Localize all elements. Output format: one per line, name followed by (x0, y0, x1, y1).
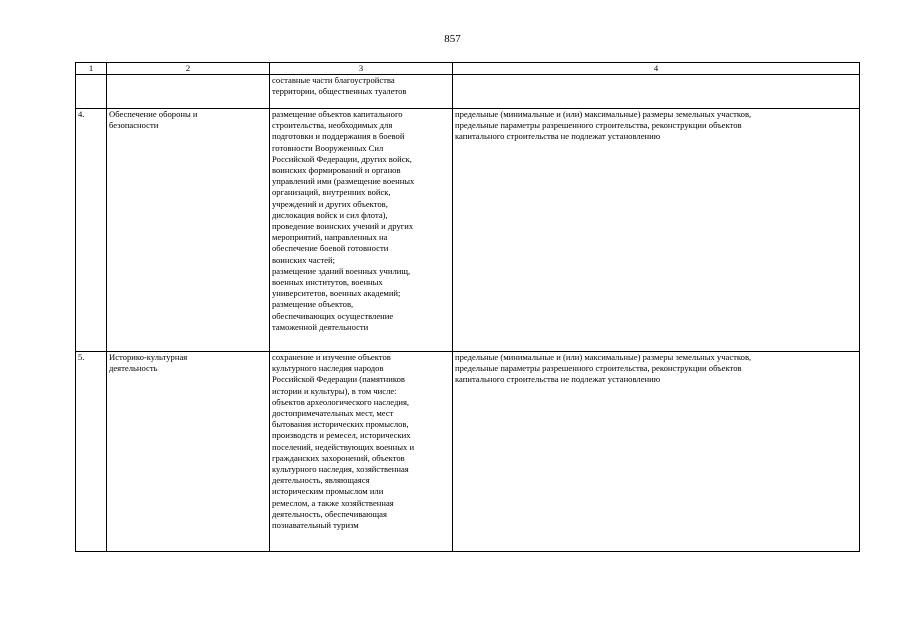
use-description-cell: размещение объектов капитального строительства, необходимых для подготовки и поддержания в боевой готовности Вооруженных Сил Российской Федерации, других войск, воинских формирований и органов управлений ими (размещение военных организаций, внутренних войск, учреждений и других объектов, дислокация войск и сил флота), проведение воинских учений и других мероприятий, направленных на обеспечение боевой готовности воинских частей; размещение зданий военных училищ, военных институтов, военных университетов, военных академий; размещение объектов, обеспечивающих осуществление таможенной деятельности (270, 109, 453, 352)
column-number-row (76, 63, 860, 75)
use-description-cell: сохранение и изучение объектов культурного наследия народов Российской Федерации (памятников истории и культуры), в том числе: объектов археологического наследия, достопримечательных мест, мест бытования исторических промыслов, производств и ремесел, исторических поселений, недействующих военных и гражданских захоронений, объектов культурного наследия, хозяйственная деятельность, являющаяся историческим промыслом или ремеслом, а также хозяйственная деятельность, обеспечивающая познавательный туризм (270, 352, 453, 552)
column-number-1: 1 (76, 63, 107, 75)
table-row-continuation (76, 75, 860, 109)
parameters-cell (453, 75, 860, 109)
row-number-cell: 4. (76, 109, 107, 352)
column-number-2: 2 (107, 63, 270, 75)
table-row (76, 352, 860, 552)
page-number: 857 (444, 33, 461, 45)
use-type-name-cell: Историко-культурная деятельность (107, 352, 270, 552)
land-use-table (75, 62, 860, 552)
parameters-cell: предельные (минимальные и (или) максимальные) размеры земельных участков, предельные параметры разрешенного строительства, реконструкции объектов капитального строительства не подлежат установлению (453, 109, 860, 352)
column-number-3: 3 (270, 63, 453, 75)
use-description-cell: составные части благоустройства территории, общественных туалетов (270, 75, 453, 109)
column-number-4: 4 (453, 63, 860, 75)
table-row (76, 109, 860, 352)
row-number-cell (76, 75, 107, 109)
row-number-cell: 5. (76, 352, 107, 552)
use-type-name-cell: Обеспечение обороны и безопасности (107, 109, 270, 352)
parameters-cell: предельные (минимальные и (или) максимальные) размеры земельных участков, предельные параметры разрешенного строительства, реконструкции объектов капитального строительства не подлежат установлению (453, 352, 860, 552)
use-type-name-cell (107, 75, 270, 109)
